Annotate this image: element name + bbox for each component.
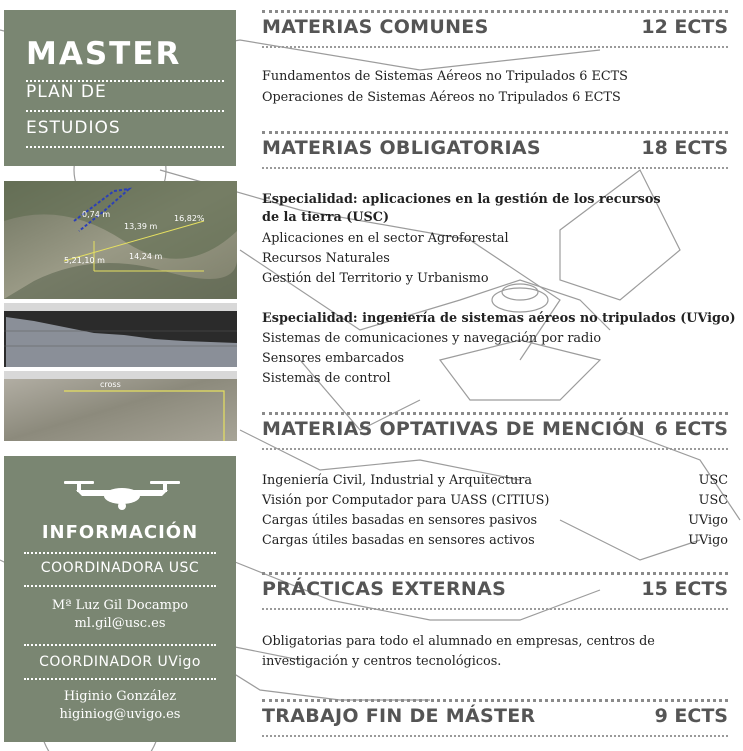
section-header-practicas [262, 572, 728, 610]
divider [262, 412, 728, 415]
divider [262, 608, 728, 610]
coordinator-uvigo-email[interactable]: higiniog@uvigo.es [59, 707, 181, 722]
estudios-label: ESTUDIOS [26, 118, 121, 138]
section-title: PRÁCTICAS EXTERNAS [262, 578, 507, 600]
coordinator-uvigo-name: Higinio González [63, 689, 177, 704]
section-header-obligatorias [262, 131, 728, 169]
section-header-optativas [262, 412, 728, 450]
section-title: MATERIAS OPTATIVAS DE MENCIÓN [262, 418, 645, 440]
divider [262, 10, 728, 13]
divider [262, 735, 728, 737]
master-header-panel [4, 10, 236, 166]
internship-description: investigación y centros tecnológicos. [262, 654, 502, 669]
divider [24, 644, 216, 646]
master-title: MASTER [26, 36, 182, 72]
divider [262, 572, 728, 575]
coordinator-usc-label: COORDINADORA USC [40, 560, 200, 576]
information-title: INFORMACIÓN [41, 522, 199, 543]
coordinator-uvigo-label: COORDINADOR UVigo [39, 654, 201, 670]
coordinator-usc-name: Mª Luz Gil Docampo [51, 598, 189, 613]
specialty-title: de la tierra (USC) [262, 210, 389, 225]
subject-item: Sistemas de comunicaciones y navegación por radio [262, 331, 602, 346]
divider [262, 131, 728, 134]
subject-item: Aplicaciones en el sector Agroforestal [262, 231, 509, 246]
section-header-tfm [262, 699, 728, 737]
internship-description: Obligatorias para todo el alumnado en empresas, centros de [262, 634, 655, 649]
subject-item: Operaciones de Sistemas Aéreos no Tripulados 6 ECTS [262, 90, 621, 105]
elective-name: Cargas útiles basadas en sensores pasivos [262, 513, 538, 528]
divider [24, 585, 216, 587]
subject-item: Sistemas de control [262, 371, 391, 386]
elective-university: USC [698, 493, 728, 508]
specialty-title: Especialidad: ingeniería de sistemas aéreos no tripulados (UVigo) [262, 311, 736, 326]
section-title: TRABAJO FIN DE MÁSTER [262, 705, 536, 727]
divider [262, 448, 728, 450]
elective-university: USC [698, 473, 728, 488]
photo-label: 5,21,10 m [64, 256, 105, 265]
photo-label: 13,39 m [124, 222, 158, 231]
drone-survey-photos [4, 181, 237, 441]
subject-item: Sensores embarcados [262, 351, 405, 366]
elective-name: Visión por Computador para UASS (CITIUS) [262, 493, 550, 508]
section-title: MATERIAS OBLIGATORIAS [262, 137, 541, 159]
divider [262, 46, 728, 48]
section-ects: 12 ECTS [641, 16, 728, 38]
divider [24, 552, 216, 554]
subject-item: Recursos Naturales [262, 251, 390, 266]
section-ects: 15 ECTS [641, 578, 728, 600]
divider [26, 146, 224, 148]
section-ects: 6 ECTS [654, 418, 728, 440]
divider [262, 167, 728, 169]
drone-icon [62, 476, 182, 516]
information-panel [4, 456, 236, 742]
photo-label: 16,82% [174, 214, 205, 223]
photo-label: 0,74 m [82, 210, 111, 219]
divider [24, 678, 216, 680]
plan-de-label: PLAN DE [26, 82, 107, 102]
elective-name: Cargas útiles basadas en sensores activos [262, 533, 535, 548]
subject-item: Fundamentos de Sistemas Aéreos no Tripulados 6 ECTS [262, 69, 628, 84]
coordinator-usc-email[interactable]: ml.gil@usc.es [74, 616, 166, 631]
section-ects: 18 ECTS [641, 137, 728, 159]
divider [26, 110, 224, 112]
section-title: MATERIAS COMUNES [262, 16, 489, 38]
photo-label: cross [100, 380, 121, 389]
elective-university: UVigo [688, 533, 728, 548]
subject-item: Gestión del Territorio y Urbanismo [262, 271, 489, 286]
specialty-title: Especialidad: aplicaciones en la gestión de los recursos [262, 192, 661, 207]
section-ects: 9 ECTS [654, 705, 728, 727]
elective-university: UVigo [688, 513, 728, 528]
divider [262, 699, 728, 702]
elective-name: Ingeniería Civil, Industrial y Arquitectura [262, 473, 532, 488]
section-header-comunes [262, 10, 728, 48]
photo-label: 14,24 m [129, 252, 163, 261]
